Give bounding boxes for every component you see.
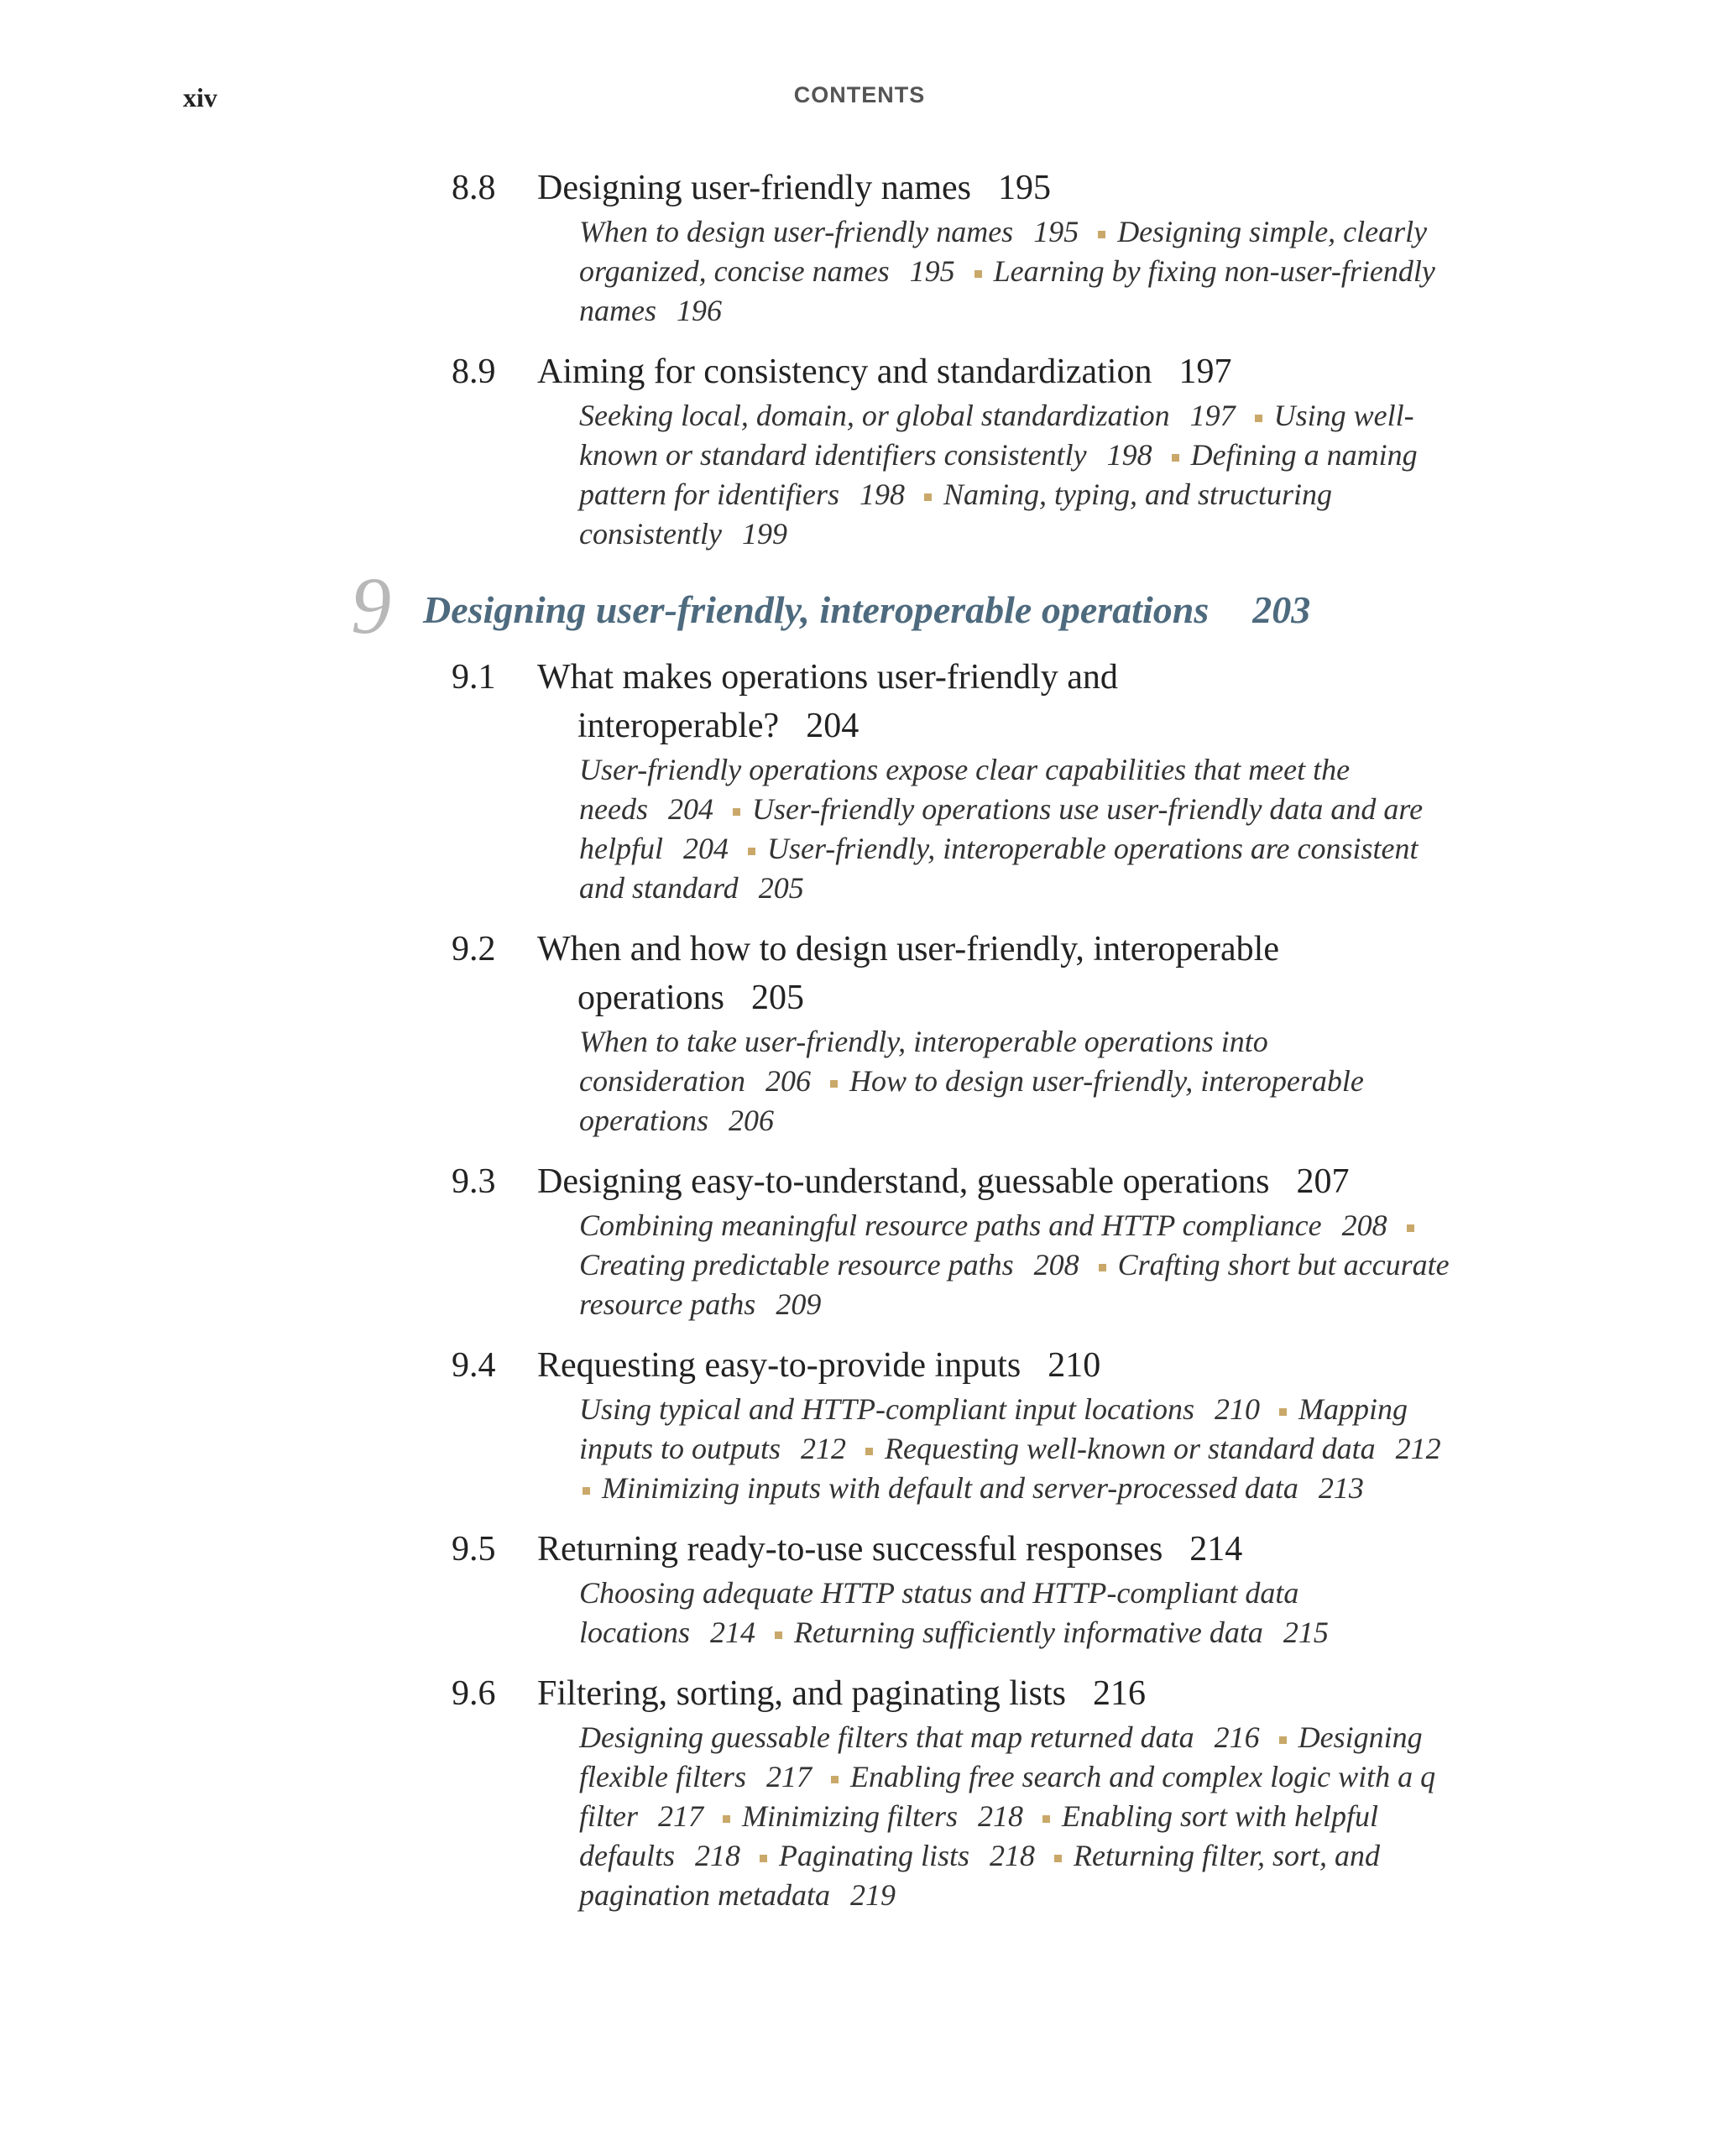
section-title-line <box>537 1157 1467 1206</box>
subtopic-text: Enabling sort with helpful defaults <box>579 1799 1379 1872</box>
section-number: 8.9 <box>452 352 496 391</box>
section-heading[interactable] <box>0 1669 1719 1718</box>
section-title-text: Aiming for consistency and standardization <box>537 352 1152 391</box>
bullet-separator <box>1279 1736 1287 1744</box>
section-title-line <box>537 164 1467 212</box>
subtopic-page: 208 <box>1033 1248 1079 1282</box>
subtopic-entry[interactable] <box>742 1799 1032 1833</box>
subtopic-text: Mapping inputs to outputs <box>579 1392 1408 1465</box>
bullet-separator <box>1255 415 1262 422</box>
running-head-title: CONTENTS <box>793 82 926 107</box>
toc-section <box>0 347 1719 554</box>
section-title-line <box>537 347 1467 396</box>
section-heading[interactable] <box>0 1341 1719 1390</box>
section-heading[interactable] <box>0 925 1719 1022</box>
section-title-line <box>537 1669 1467 1718</box>
subtopic-text: Combining meaningful resource paths and HTTP compliance <box>579 1209 1322 1242</box>
subtopic-list <box>579 1574 1460 1652</box>
bullet-separator <box>1099 1264 1106 1271</box>
section-heading[interactable] <box>0 164 1719 212</box>
bullet-separator <box>583 1487 590 1495</box>
subtopic-entry[interactable] <box>579 1248 1088 1282</box>
section-title-text: When and how to design user-friendly, interoperable <box>537 930 1279 968</box>
section-heading[interactable] <box>0 347 1719 396</box>
subtopic-text: Using well-known or standard identifiers consistently <box>579 399 1414 472</box>
subtopic-page: 212 <box>1395 1432 1441 1465</box>
subtopic-page: 198 <box>860 478 905 511</box>
subtopic-page: 210 <box>1214 1392 1260 1426</box>
toc-section <box>0 1525 1719 1652</box>
subtopic-text: Naming, typing, and structuring consistently <box>579 478 1333 551</box>
subtopic-text: User-friendly operations expose clear capabilities that meet the needs <box>579 753 1351 826</box>
subtopic-text: Choosing adequate HTTP status and HTTP-compliant data locations <box>579 1576 1299 1649</box>
bullet-separator <box>1407 1224 1414 1232</box>
subtopic-page: 217 <box>658 1799 703 1833</box>
section-page: 204 <box>806 707 860 745</box>
bullet-separator <box>1172 454 1179 462</box>
subtopic-text: How to design user-friendly, interoperable operations <box>579 1064 1364 1137</box>
subtopic-page: 197 <box>1189 399 1236 432</box>
page-folio: xiv <box>183 82 217 112</box>
section-number: 9.5 <box>452 1530 496 1569</box>
subtopic-text: Designing guessable filters that map returned data <box>579 1720 1194 1754</box>
subtopic-list <box>579 1022 1460 1141</box>
section-title-text: Filtering, sorting, and paginating lists <box>537 1674 1066 1713</box>
section-title-text: Designing easy-to-understand, guessable operations <box>537 1162 1270 1201</box>
toc-section <box>0 1157 1719 1324</box>
subtopic-text: User-friendly operations use user-friendly data and are helpful <box>579 792 1424 865</box>
subtopic-page: 204 <box>667 792 713 826</box>
subtopic-list <box>579 1206 1460 1324</box>
section-heading[interactable] <box>0 1157 1719 1206</box>
section-number: 8.8 <box>452 169 496 207</box>
subtopic-text: Crafting short but accurate resource paths <box>579 1248 1450 1321</box>
toc-section <box>0 164 1719 331</box>
bullet-separator <box>831 1776 839 1783</box>
bullet-separator <box>1042 1815 1050 1823</box>
bullet-separator <box>1279 1408 1287 1416</box>
section-page: 214 <box>1189 1530 1243 1569</box>
section-number: 9.4 <box>452 1346 496 1385</box>
subtopic-text: Using typical and HTTP-compliant input locations <box>579 1392 1194 1426</box>
subtopic-text: Creating predictable resource paths <box>579 1248 1014 1282</box>
subtopic-text: User-friendly, interoperable operations are consistent and standard <box>579 832 1419 905</box>
chapter-page: 203 <box>1252 588 1311 631</box>
bullet-separator <box>748 848 755 855</box>
subtopic-page: 217 <box>765 1760 812 1793</box>
section-page: 197 <box>1178 352 1232 391</box>
subtopic-list <box>579 750 1460 908</box>
subtopic-page: 206 <box>729 1104 775 1137</box>
bullet-separator <box>1098 231 1105 238</box>
subtopic-list <box>579 212 1460 331</box>
sections-chapter-8 <box>0 164 1719 554</box>
subtopic-text: Returning filter, sort, and pagination metadata <box>579 1839 1381 1912</box>
section-title-line <box>537 702 1467 750</box>
subtopic-text: Designing flexible filters <box>579 1720 1423 1793</box>
section-title-text: interoperable? <box>577 707 780 745</box>
section-title-text: operations <box>577 979 724 1017</box>
section-title-text: Designing user-friendly names <box>537 169 972 207</box>
subtopic-entry[interactable] <box>579 399 1244 432</box>
subtopic-list <box>579 396 1460 554</box>
section-page: 210 <box>1048 1346 1101 1385</box>
subtopic-page: 212 <box>801 1432 847 1465</box>
bullet-separator <box>723 1815 730 1823</box>
subtopic-page: 198 <box>1106 438 1152 472</box>
section-title-line <box>537 653 1467 702</box>
section-title-text: What makes operations user-friendly and <box>537 658 1118 697</box>
bullet-separator <box>733 808 740 816</box>
toc-section <box>0 925 1719 1141</box>
subtopic-page: 209 <box>776 1287 822 1321</box>
toc-section <box>0 653 1719 908</box>
subtopic-page: 208 <box>1341 1209 1387 1242</box>
bullet-separator <box>775 1631 782 1639</box>
subtopic-list <box>579 1718 1460 1915</box>
subtopic-page: 215 <box>1283 1616 1329 1649</box>
subtopic-entry[interactable] <box>779 1839 1043 1872</box>
subtopic-page: 196 <box>677 294 722 327</box>
section-page: 195 <box>998 169 1052 207</box>
chapter-number: 9 <box>351 561 391 650</box>
subtopic-text: Requesting well-known or standard data <box>885 1432 1376 1465</box>
subtopic-entry[interactable] <box>579 1720 1268 1754</box>
subtopic-page: 199 <box>741 517 787 551</box>
subtopic-page: 204 <box>682 832 729 865</box>
subtopic-entry[interactable] <box>579 1392 1268 1426</box>
subtopic-entry[interactable] <box>885 1432 1450 1465</box>
subtopic-entry[interactable] <box>579 215 1087 248</box>
running-head <box>0 0 1719 151</box>
section-page: 216 <box>1092 1674 1146 1713</box>
section-title-text: Requesting easy-to-provide inputs <box>537 1346 1021 1385</box>
section-number: 9.1 <box>452 658 496 697</box>
subtopic-entry[interactable] <box>602 1471 1372 1505</box>
section-heading[interactable] <box>0 1525 1719 1574</box>
bullet-separator <box>830 1080 838 1088</box>
section-title-text: Returning ready-to-use successful responses <box>537 1530 1163 1569</box>
subtopic-page: 219 <box>850 1878 896 1912</box>
sections-chapter-9 <box>0 653 1719 1915</box>
subtopic-entry[interactable] <box>579 1209 1396 1242</box>
section-title-line <box>537 1525 1467 1574</box>
subtopic-page: 218 <box>695 1839 740 1872</box>
subtopic-text: Seeking local, domain, or global standardization <box>579 399 1170 432</box>
section-title-line <box>537 925 1467 974</box>
section-number: 9.6 <box>452 1674 496 1713</box>
subtopic-page: 218 <box>978 1799 1024 1833</box>
subtopic-entry[interactable] <box>794 1616 1337 1649</box>
subtopic-page: 218 <box>990 1839 1036 1872</box>
bullet-separator <box>1054 1855 1062 1862</box>
toc-section <box>0 1669 1719 1915</box>
bullet-separator <box>974 270 982 278</box>
section-title-line <box>537 1341 1467 1390</box>
subtopic-page: 195 <box>1033 215 1079 248</box>
subtopic-text: Paginating lists <box>779 1839 970 1872</box>
section-title-line <box>537 974 1467 1022</box>
subtopic-page: 214 <box>710 1616 755 1649</box>
table-of-contents <box>0 164 1719 1932</box>
section-number: 9.2 <box>452 930 496 968</box>
section-heading[interactable] <box>0 653 1719 750</box>
bullet-separator <box>865 1448 873 1455</box>
section-number: 9.3 <box>452 1162 496 1201</box>
section-page: 207 <box>1296 1162 1350 1201</box>
section-page: 205 <box>750 979 804 1017</box>
subtopic-text: When to take user-friendly, interoperable operations into consideration <box>579 1025 1268 1098</box>
toc-section <box>0 1341 1719 1508</box>
subtopic-page: 195 <box>909 254 955 288</box>
bullet-separator <box>924 493 932 501</box>
subtopic-text: Minimizing filters <box>742 1799 959 1833</box>
subtopic-text: Minimizing inputs with default and server-processed data <box>602 1471 1298 1505</box>
chapter-9-heading[interactable] <box>0 561 1719 653</box>
subtopic-text: Enabling free search and complex logic with a q filter <box>579 1760 1436 1833</box>
subtopic-text: Learning by fixing non-user-friendly names <box>579 254 1435 327</box>
subtopic-text: When to design user-friendly names <box>579 215 1014 248</box>
subtopic-list <box>579 1390 1460 1508</box>
subtopic-text: Returning sufficiently informative data <box>794 1616 1263 1649</box>
bullet-separator <box>760 1855 767 1862</box>
subtopic-text: Designing simple, clearly organized, concise names <box>579 215 1428 288</box>
subtopic-text: Defining a naming pattern for identifiers <box>579 438 1418 511</box>
subtopic-page: 206 <box>765 1064 811 1098</box>
subtopic-page: 213 <box>1318 1471 1364 1505</box>
subtopic-page: 216 <box>1214 1720 1260 1754</box>
chapter-title-text: Designing user-friendly, interoperable operations <box>423 588 1210 631</box>
chapter-title[interactable] <box>423 587 1310 632</box>
subtopic-page: 205 <box>758 871 804 905</box>
